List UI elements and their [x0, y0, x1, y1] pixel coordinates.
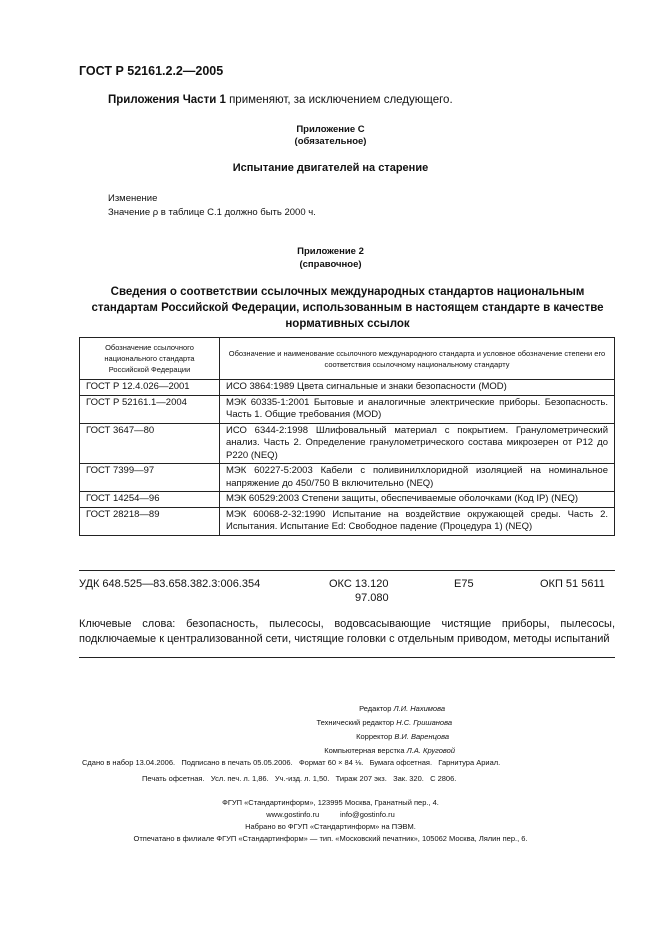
national-standard: ГОСТ Р 12.4.026—2001: [80, 380, 220, 396]
okp-code: ОКП 51 5611: [540, 578, 605, 590]
annex-c-status: (обязательное): [294, 136, 367, 147]
table-row: [80, 380, 615, 396]
typeset-info: Набрано во ФГУП «Стандартинформ» на ПЭВМ.: [245, 822, 416, 831]
international-standard: ИСО 6344-2:1998 Шлифовальный материал с покрытием. Гранулометрический анализ. Часть 2. Определение гранулометрического состава микрозерен от Р12 до Р220 (NEQ): [220, 423, 615, 464]
oks-code: ОКС 13.120: [329, 578, 389, 590]
international-standard: МЭК 60335-1:2001 Бытовые и аналогичные электрические приборы. Безопасность. Часть 1. Общие требования (MOD): [220, 395, 615, 423]
credit-corrector: [220, 730, 500, 744]
credit-layout: [220, 744, 500, 758]
keywords: Ключевые слова: безопасность, пылесосы, водовсасывающие чистящие приборы, пылесосы, подключаемые к централизованной сети, чистящие головки с отдельным приводом, методы испытаний: [79, 618, 615, 645]
table-header-international: Обозначение и наименование ссылочного международного стандарта и условное обозначение степени его соответствия ссылочному национальному стандарту: [220, 338, 615, 380]
conformity-table: [79, 337, 615, 536]
credit-editor: [220, 702, 500, 716]
table-row: [80, 507, 615, 535]
annex-2-status: (справочное): [299, 259, 362, 270]
national-standard: ГОСТ 7399—97: [80, 464, 220, 492]
table-header-national: Обозначение ссылочного национального стандарта Российской Федерации: [80, 338, 220, 380]
international-standard: МЭК 60227-5:2003 Кабели с поливинилхлоридной изоляцией на номинальное напряжение до 450/750 В включительно (NEQ): [220, 464, 615, 492]
credit-role: Технический редактор: [316, 718, 395, 727]
national-standard: ГОСТ Р 52161.1—2004: [80, 395, 220, 423]
intro-rest: применяют, за исключением следующего.: [225, 94, 453, 106]
credit-role: Корректор: [356, 732, 393, 741]
national-standard: ГОСТ 28218—89: [80, 507, 220, 535]
international-standard: ИСО 3864:1989 Цвета сигнальные и знаки безопасности (MOD): [220, 380, 615, 396]
credit-name: Н.С. Гришанова: [396, 718, 452, 727]
national-standard: ГОСТ 14254—96: [80, 492, 220, 508]
divider-bottom: [79, 657, 615, 658]
udk-code: УДК 648.525—83.658.382.3:006.354: [79, 578, 261, 590]
oks-code-2: 97.080: [355, 592, 389, 604]
divider-top: [79, 570, 615, 571]
table-row: [80, 464, 615, 492]
e-code: Е75: [454, 578, 474, 590]
print-info-line1: Сдано в набор 13.04.2006. Подписано в печать 05.05.2006. Формат 60 × 84 ⅛. Бумага офсетная. Гарнитура Ариал.: [82, 758, 501, 767]
international-standard: МЭК 60529:2003 Степени защиты, обеспечиваемые оболочками (Код IP) (NEQ): [220, 492, 615, 508]
document-id: ГОСТ Р 52161.2.2—2005: [79, 64, 224, 78]
credit-tech-editor: [220, 716, 500, 730]
table-row: [80, 492, 615, 508]
publisher-web: www.gostinfo.ru info@gostinfo.ru: [266, 810, 395, 819]
annex-c-heading: Испытание двигателей на старение: [232, 162, 429, 174]
credit-name: Л.И. Нахимова: [393, 704, 445, 713]
credits: [220, 702, 500, 758]
annex-2-title: Приложение 2: [297, 246, 364, 257]
national-standard: ГОСТ 3647—80: [80, 423, 220, 464]
publisher-address: ФГУП «Стандартинформ», 123995 Москва, Гранатный пер., 4.: [222, 798, 439, 807]
table-row: [80, 423, 615, 464]
international-standard: МЭК 60068-2-32:1990 Испытание на воздействие окружающей среды. Часть 2. Испытания. Испытание Ed: Свободное падение (Процедура 1) (NEQ): [220, 507, 615, 535]
table-row: [80, 395, 615, 423]
annex-2-heading: Сведения о соответствии ссылочных международных стандартов национальным стандартам Российской Федерации, использованным в настоящем стандарте в качестве нормативных ссылок: [91, 286, 604, 330]
intro-paragraph: [108, 94, 453, 106]
intro-bold: Приложения Части 1: [108, 94, 226, 106]
credit-role: Редактор: [359, 704, 392, 713]
credit-name: Л.А. Круговой: [406, 746, 455, 755]
printed-info: Отпечатано в филиале ФГУП «Стандартинформ» — тип. «Московский печатник», 105062 Москва, Лялин пер., 6.: [133, 834, 528, 843]
credit-role: Компьютерная верстка: [324, 746, 405, 755]
table-header-row: [80, 338, 615, 380]
credit-name: В.И. Варенцова: [394, 732, 449, 741]
change-text: Значение ρ в таблице С.1 должно быть 2000 ч.: [108, 207, 316, 218]
print-info-line2: Печать офсетная. Усл. печ. л. 1,86. Уч.-изд. л. 1,50. Тираж 207 экз. Зак. 320. С 2806.: [142, 774, 457, 783]
change-label: Изменение: [108, 193, 158, 204]
annex-c-title: Приложение С: [296, 124, 365, 135]
